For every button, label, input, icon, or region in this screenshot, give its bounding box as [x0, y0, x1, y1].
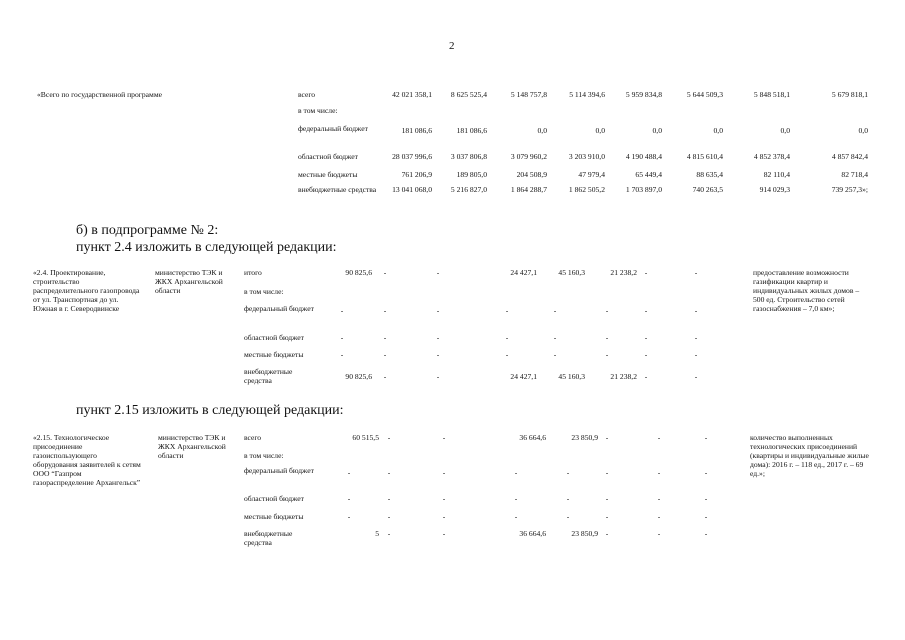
table-cell: -: [605, 529, 609, 538]
table-cell: -: [387, 468, 391, 477]
table-cell: 65 449,4: [635, 170, 662, 179]
table-cell: -: [605, 333, 609, 342]
table-cell: -: [514, 494, 518, 503]
program-total-label: «Всего по государственной программе: [37, 90, 163, 99]
item-2-15-heading: пункт 2.15 изложить в следующей редакции:: [76, 403, 344, 418]
item-2-15-name: «2.15. Технологическое присоединение газоиспользующего оборудования заявителей к сетям ООО “Газпром газораспределение Архангельск”: [33, 433, 141, 487]
subprogram-heading: б) в подпрограмме № 2:: [76, 223, 219, 238]
table-cell: -: [694, 306, 698, 315]
table-cell: -: [347, 512, 351, 521]
table-cell: -: [644, 306, 648, 315]
table-cell: 4 857 842,4: [831, 152, 868, 161]
table-cell: -: [644, 372, 648, 381]
table-cell: -: [644, 268, 648, 277]
table-cell: 47 979,4: [578, 170, 605, 179]
table-cell: -: [347, 468, 351, 477]
table-cell: 5 644 509,3: [686, 90, 723, 99]
table-cell: 5 848 518,1: [753, 90, 790, 99]
table-cell: -: [657, 494, 661, 503]
table-cell: 0,0: [537, 126, 547, 135]
table-cell: -: [704, 468, 708, 477]
table-cell: -: [694, 372, 698, 381]
table-cell: -: [694, 350, 698, 359]
table-cell: 88 635,4: [696, 170, 723, 179]
table-cell: 36 664,6: [519, 433, 546, 442]
table-cell: -: [436, 306, 440, 315]
table-cell: 189 805,0: [456, 170, 487, 179]
table-cell: -: [387, 433, 391, 442]
table-cell: 36 664,6: [519, 529, 546, 538]
table-cell: -: [436, 333, 440, 342]
row-label: федеральный бюджет: [244, 466, 314, 475]
table-cell: 1 862 505,2: [568, 185, 605, 194]
table-cell: -: [704, 433, 708, 442]
row-label: итого: [244, 268, 262, 277]
table-cell: 24 427,1: [510, 268, 537, 277]
row-label: внебюджетные средства: [244, 367, 293, 385]
table-cell: -: [605, 512, 609, 521]
table-cell: -: [505, 306, 509, 315]
table-cell: 0,0: [713, 126, 723, 135]
table-cell: 21 238,2: [610, 268, 637, 277]
table-cell: -: [436, 350, 440, 359]
row-label: федеральный бюджет: [244, 304, 314, 313]
table-cell: -: [340, 350, 344, 359]
table-cell: 82 718,4: [841, 170, 868, 179]
table-cell: -: [442, 494, 446, 503]
table-cell: 21 238,2: [610, 372, 637, 381]
table-cell: -: [644, 333, 648, 342]
table-cell: 5: [375, 529, 379, 538]
table-cell: 4 852 378,4: [753, 152, 790, 161]
table-cell: -: [704, 529, 708, 538]
row-label: всего: [244, 433, 262, 442]
table-cell: 23 850,9: [571, 529, 598, 538]
row-label: всего: [298, 90, 316, 99]
table-cell: 13 041 068,0: [392, 185, 432, 194]
item-2-4-heading: пункт 2.4 изложить в следующей редакции:: [76, 240, 337, 255]
table-cell: -: [553, 306, 557, 315]
table-cell: 23 850,9: [571, 433, 598, 442]
row-label: местные бюджеты: [244, 512, 304, 521]
row-label: областной бюджет: [244, 494, 304, 503]
table-cell: -: [442, 433, 446, 442]
table-cell: 90 825,6: [345, 372, 372, 381]
table-cell: 3 079 960,2: [510, 152, 547, 161]
table-cell: 28 037 996,6: [392, 152, 432, 161]
table-cell: 761 206,9: [401, 170, 432, 179]
table-cell: -: [704, 512, 708, 521]
table-cell: 8 625 525,4: [450, 90, 487, 99]
table-cell: 45 160,3: [558, 268, 585, 277]
table-cell: -: [514, 468, 518, 477]
table-cell: -: [694, 333, 698, 342]
table-cell: 1 864 288,7: [510, 185, 547, 194]
table-cell: -: [347, 494, 351, 503]
row-label: внебюджетные средства: [244, 529, 293, 547]
table-cell: -: [605, 433, 609, 442]
table-cell: 90 825,6: [345, 268, 372, 277]
table-cell: -: [387, 529, 391, 538]
table-cell: -: [383, 372, 387, 381]
table-cell: -: [553, 350, 557, 359]
table-cell: 5 114 394,6: [569, 90, 605, 99]
table-cell: 60 515,5: [352, 433, 379, 442]
table-cell: 5 148 757,8: [510, 90, 547, 99]
table-cell: -: [436, 372, 440, 381]
table-cell: 5 216 827,0: [450, 185, 487, 194]
table-cell: 5 679 818,1: [831, 90, 868, 99]
row-label: внебюджетные средства: [298, 185, 377, 194]
table-cell: 914 029,3: [759, 185, 790, 194]
table-cell: 42 021 358,1: [392, 90, 432, 99]
table-cell: 0,0: [780, 126, 790, 135]
table-cell: 3 037 806,8: [450, 152, 487, 161]
table-cell: 0,0: [858, 126, 868, 135]
table-cell: -: [566, 512, 570, 521]
row-label: в том числе:: [298, 106, 338, 115]
table-cell: -: [340, 306, 344, 315]
table-cell: -: [505, 350, 509, 359]
table-cell: 181 086,6: [456, 126, 487, 135]
table-cell: -: [383, 306, 387, 315]
table-cell: 740 263,5: [692, 185, 723, 194]
item-2-4-result: предоставление возможности газификации квартир и индивидуальных жилых домов – 500 ед. Строительство сетей газоснабжения – 7,0 км»;: [753, 268, 860, 313]
table-cell: 3 203 910,0: [568, 152, 605, 161]
table-cell: 204 508,9: [516, 170, 547, 179]
table-cell: -: [436, 268, 440, 277]
table-cell: 5 959 834,8: [625, 90, 662, 99]
table-cell: -: [605, 306, 609, 315]
table-cell: 181 086,6: [401, 126, 432, 135]
row-label: областной бюджет: [298, 152, 358, 161]
item-2-4-executor: министерство ТЭК и ЖКХ Архангельской области: [155, 268, 223, 295]
table-cell: 1 703 897,0: [625, 185, 662, 194]
table-cell: -: [383, 268, 387, 277]
item-2-15-executor: министерство ТЭК и ЖКХ Архангельской области: [158, 433, 226, 460]
table-cell: 0,0: [652, 126, 662, 135]
table-cell: -: [383, 333, 387, 342]
table-cell: -: [340, 333, 344, 342]
table-cell: -: [442, 512, 446, 521]
table-cell: -: [657, 529, 661, 538]
table-cell: 4 190 488,4: [625, 152, 662, 161]
table-cell: -: [704, 494, 708, 503]
row-label: областной бюджет: [244, 333, 304, 342]
table-cell: -: [605, 494, 609, 503]
item-2-15-result: количество выполненных технологических присоединений (квартиры и индивидуальные жилые дома): 2016 г. – 118 ед., 2017 г. – 69 ед.»;: [750, 433, 869, 478]
table-cell: 82 110,4: [763, 170, 790, 179]
table-cell: 45 160,3: [558, 372, 585, 381]
table-cell: -: [505, 333, 509, 342]
table-cell: -: [605, 468, 609, 477]
item-2-4-name: «2.4. Проектирование, строительство распределительного газопровода от ул. Транспортная до ул. Южная в г. Северодвинске: [33, 268, 140, 313]
table-cell: -: [566, 468, 570, 477]
table-cell: -: [605, 350, 609, 359]
table-cell: 24 427,1: [510, 372, 537, 381]
row-label: местные бюджеты: [244, 350, 304, 359]
row-label: в том числе:: [244, 451, 284, 460]
table-cell: 0,0: [595, 126, 605, 135]
row-label: в том числе:: [244, 287, 284, 296]
table-cell: 739 257,3»;: [831, 185, 868, 194]
row-label: местные бюджеты: [298, 170, 358, 179]
table-cell: -: [442, 529, 446, 538]
page-number: 2: [449, 40, 455, 52]
table-cell: -: [383, 350, 387, 359]
table-cell: -: [566, 494, 570, 503]
table-cell: -: [657, 512, 661, 521]
row-label: федеральный бюджет: [298, 124, 368, 133]
table-cell: -: [442, 468, 446, 477]
table-cell: 4 815 610,4: [686, 152, 723, 161]
table-cell: -: [694, 268, 698, 277]
table-cell: -: [657, 433, 661, 442]
table-cell: -: [553, 333, 557, 342]
table-cell: -: [644, 350, 648, 359]
table-cell: -: [387, 494, 391, 503]
table-cell: -: [657, 468, 661, 477]
table-cell: -: [514, 512, 518, 521]
table-cell: -: [387, 512, 391, 521]
